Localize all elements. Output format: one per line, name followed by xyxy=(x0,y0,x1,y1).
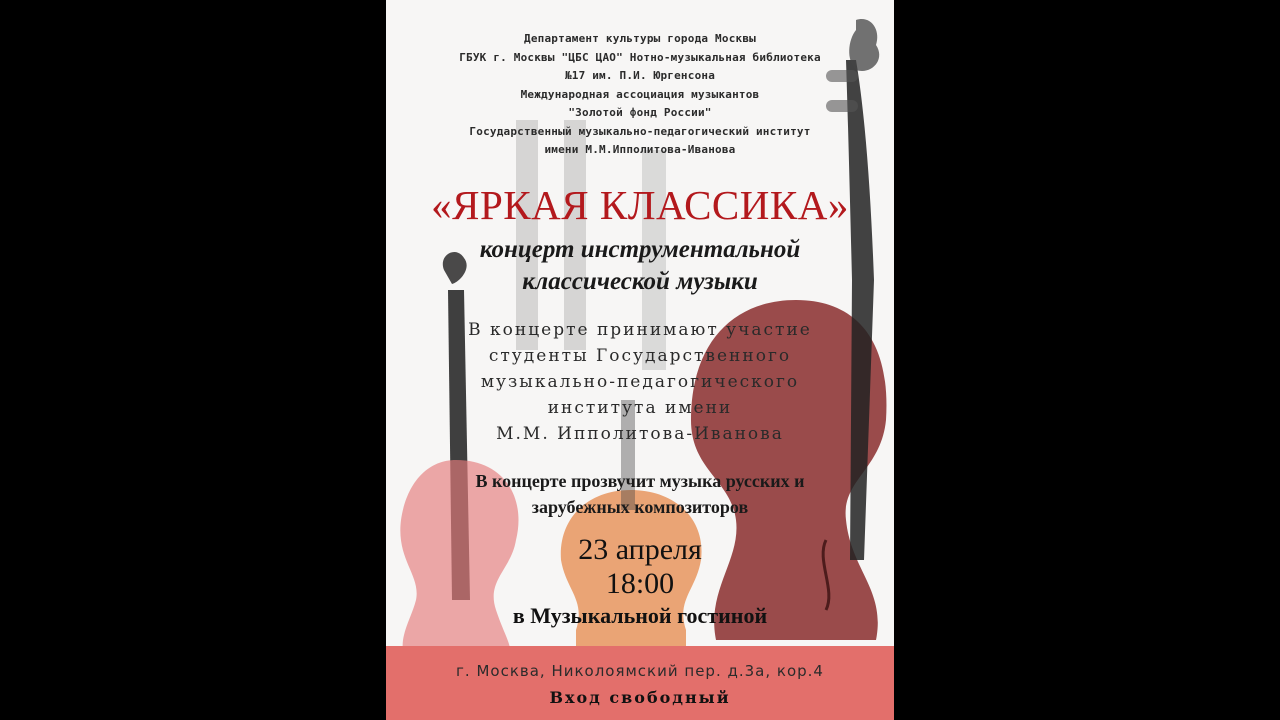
music-note-line: зарубежных композиторов xyxy=(531,497,749,517)
participants-text xyxy=(386,317,894,447)
footer-band xyxy=(386,646,894,720)
participants-line: М.М. Ипполитова-Иванова xyxy=(496,424,784,444)
participants-line: студенты Государственного xyxy=(488,346,792,366)
organizer-line: Международная ассоциация музыкантов xyxy=(520,87,760,101)
music-note xyxy=(386,468,894,520)
concert-venue: в Музыкальной гостиной xyxy=(512,603,768,628)
organizer-line: Департамент культуры города Москвы xyxy=(524,32,756,45)
participants-line: музыкально-педагогического xyxy=(480,372,800,392)
address-text: г. Москва, Николоямский пер. д.3а, кор.4 xyxy=(456,662,824,680)
concert-subtitle xyxy=(386,234,894,298)
concert-date: 23 апреля xyxy=(578,533,702,566)
participants-line: В концерте принимают участие xyxy=(468,320,812,340)
organizer-line: имени М.М.Ипполитова-Иванова xyxy=(544,143,736,156)
participants-line: института имени xyxy=(547,398,733,418)
concert-time: 18:00 xyxy=(605,567,675,600)
concert-poster xyxy=(386,0,894,720)
entry-text: Вход свободный xyxy=(549,688,731,707)
subtitle-line: классической музыки xyxy=(522,268,758,295)
organizer-line: ГБУК г. Москвы "ЦБС ЦАО" Нотно-музыкальная библиотека xyxy=(459,50,821,64)
subtitle-line: концерт инструментальной xyxy=(479,236,801,263)
organizer-line: Государственный музыкально-педагогический институт xyxy=(469,124,811,138)
music-note-line: В концерте прозвучит музыка русских и xyxy=(475,471,805,491)
concert-title: «ЯРКАЯ КЛАССИКА» xyxy=(431,182,849,228)
organizer-line: "Золотой фонд России" xyxy=(568,106,712,119)
organizers-block xyxy=(386,30,894,160)
organizer-line: №17 им. П.И. Юргенсона xyxy=(564,69,716,82)
